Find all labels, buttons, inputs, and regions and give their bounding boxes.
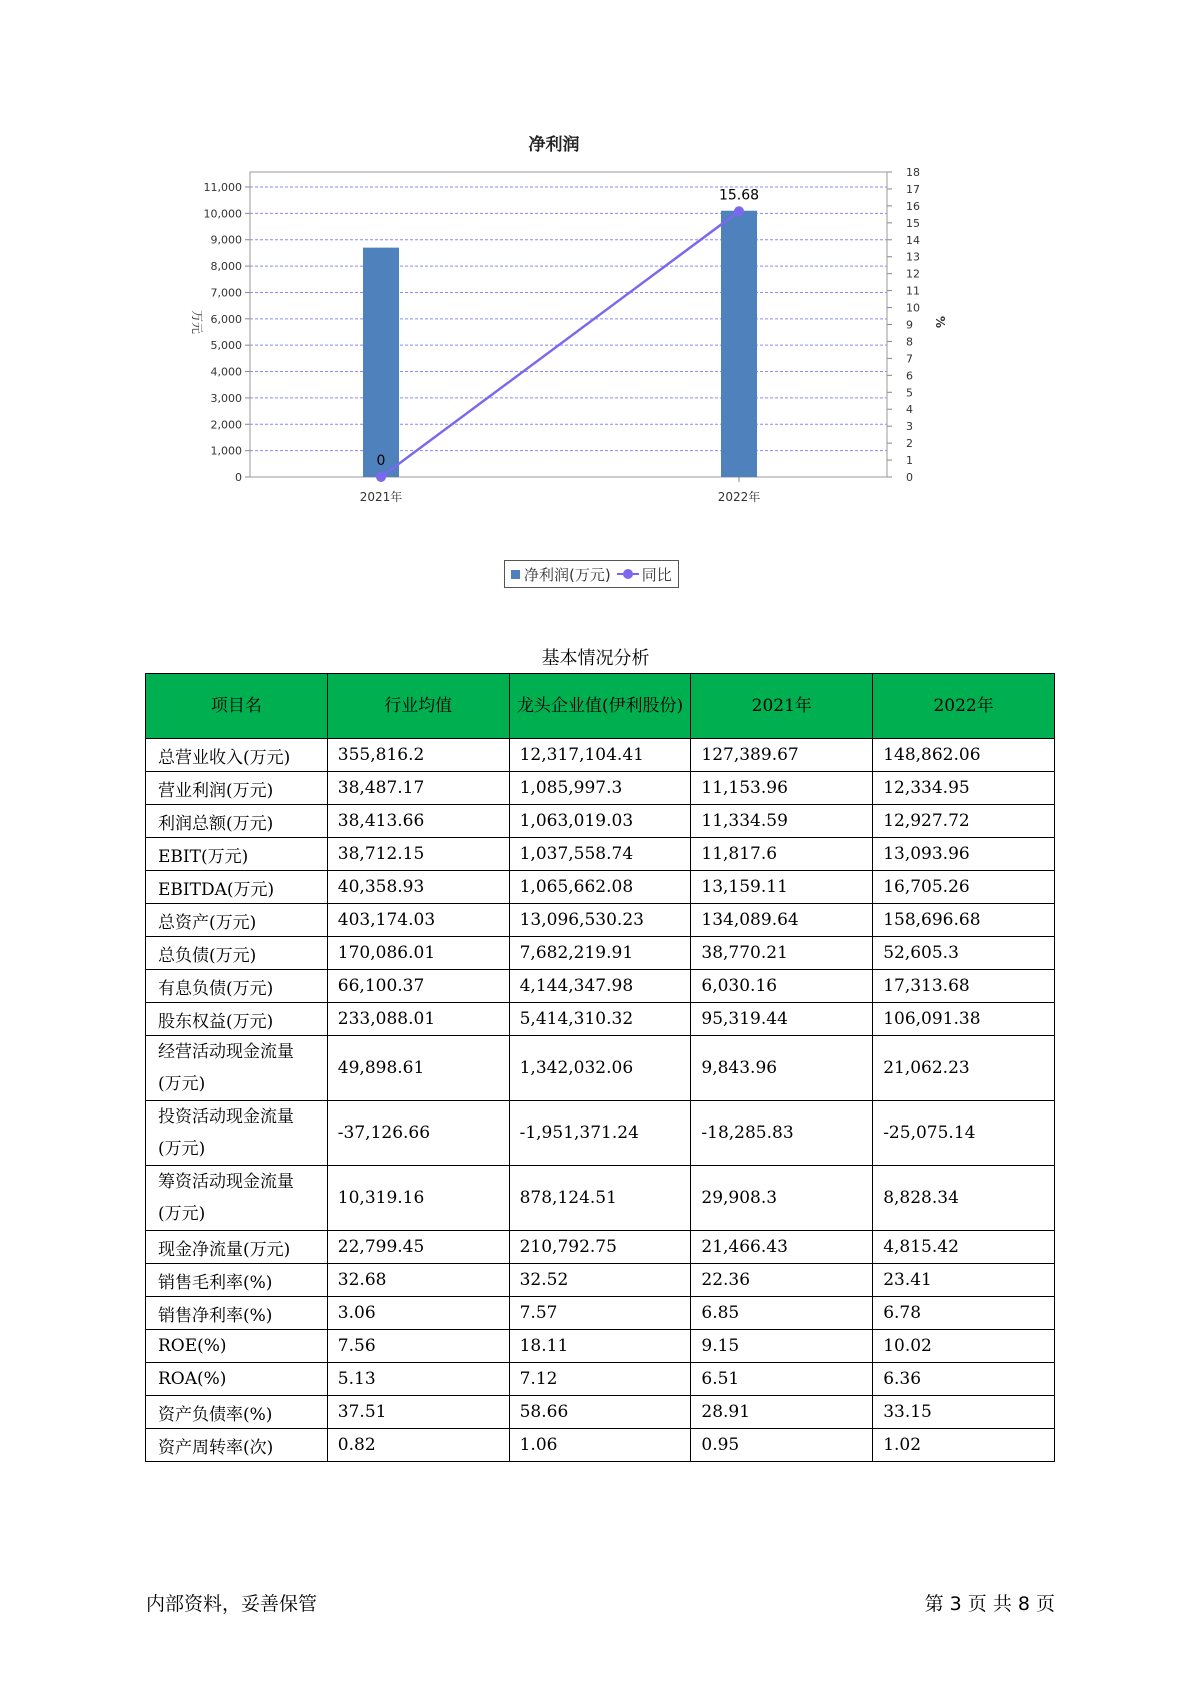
row-cell: 6.51 — [691, 1363, 873, 1396]
row-cell: 4,815.42 — [873, 1231, 1055, 1264]
row-cell: 7.12 — [509, 1363, 691, 1396]
y2-tick-label: 3 — [906, 420, 913, 434]
plot-frame — [250, 172, 887, 477]
y2-tick-label: 0 — [906, 471, 913, 484]
yoy-point — [376, 472, 386, 482]
row-cell: 127,389.67 — [691, 739, 873, 772]
row-label: 销售毛利率(%) — [146, 1264, 328, 1297]
header-industry-avg: 行业均值 — [327, 674, 509, 739]
row-cell: 9.15 — [691, 1330, 873, 1363]
row-cell: 6,030.16 — [691, 970, 873, 1003]
row-label: 利润总额(万元) — [146, 805, 328, 838]
y2-tick-label: 1 — [906, 454, 913, 468]
row-cell: 1,342,032.06 — [509, 1036, 691, 1101]
row-cell: 23.41 — [873, 1264, 1055, 1297]
legend-bar-swatch — [511, 570, 520, 579]
row-cell: 7.57 — [509, 1297, 691, 1330]
legend-bar-label: 净利润(万元) — [524, 565, 611, 584]
header-item-name: 项目名 — [146, 674, 328, 739]
table-row — [146, 1330, 1055, 1363]
y2-tick-label: 10 — [906, 301, 920, 315]
row-cell: 1,063,019.03 — [509, 805, 691, 838]
table-row — [146, 1264, 1055, 1297]
row-cell: 13,093.96 — [873, 838, 1055, 871]
y2-tick-label: 17 — [906, 182, 920, 196]
y-tick-label: 7,000 — [210, 286, 242, 300]
y2-tick-label: 18 — [906, 166, 920, 179]
y2-tick-label: 11 — [906, 284, 920, 298]
row-cell: 134,089.64 — [691, 904, 873, 937]
row-cell: 40,358.93 — [327, 871, 509, 904]
row-label: 营业利润(万元) — [146, 772, 328, 805]
footer-confidential: 内部资料，妥善保管 — [146, 1593, 318, 1615]
y2-tick-label: 6 — [906, 369, 913, 383]
yoy-point — [734, 206, 744, 216]
table-row — [146, 1297, 1055, 1330]
bar — [363, 248, 399, 477]
row-cell: 22.36 — [691, 1264, 873, 1297]
yoy-data-label: 0 — [376, 453, 386, 469]
y2-axis-label: % — [933, 315, 947, 329]
y-tick-label: 6,000 — [210, 312, 242, 326]
table-row — [146, 1036, 1055, 1101]
row-cell: 9,843.96 — [691, 1036, 873, 1101]
row-cell: 0.82 — [327, 1429, 509, 1462]
row-cell: 21,062.23 — [873, 1036, 1055, 1101]
row-cell: 1.02 — [873, 1429, 1055, 1462]
row-cell: 32.52 — [509, 1264, 691, 1297]
row-cell: 1,065,662.08 — [509, 871, 691, 904]
y-tick-label: 3,000 — [210, 391, 242, 405]
table-row — [146, 1166, 1055, 1231]
row-label: 销售净利率(%) — [146, 1297, 328, 1330]
table-caption: 基本情况分析 — [541, 648, 650, 669]
row-label: EBITDA(万元) — [146, 871, 328, 904]
y-tick-label: 11,000 — [203, 181, 242, 194]
row-cell: 106,091.38 — [873, 1003, 1055, 1036]
y2-tick-label: 8 — [906, 335, 913, 349]
y-tick-label: 9,000 — [210, 233, 242, 247]
row-cell: 38,712.15 — [327, 838, 509, 871]
row-cell: 233,088.01 — [327, 1003, 509, 1036]
row-cell: 66,100.37 — [327, 970, 509, 1003]
row-cell: 13,096,530.23 — [509, 904, 691, 937]
row-cell: 58.66 — [509, 1396, 691, 1429]
row-cell: 1.06 — [509, 1429, 691, 1462]
row-cell: 4,144,347.98 — [509, 970, 691, 1003]
row-cell: 37.51 — [327, 1396, 509, 1429]
row-cell: 7.56 — [327, 1330, 509, 1363]
table-row — [146, 1003, 1055, 1036]
row-label: EBIT(万元) — [146, 838, 328, 871]
table-row — [146, 904, 1055, 937]
y2-tick-label: 9 — [906, 318, 913, 332]
row-cell: 210,792.75 — [509, 1231, 691, 1264]
row-cell: 1,085,997.3 — [509, 772, 691, 805]
row-cell: 11,334.59 — [691, 805, 873, 838]
table-row — [146, 970, 1055, 1003]
row-cell: 38,770.21 — [691, 937, 873, 970]
row-cell: 11,817.6 — [691, 838, 873, 871]
table-row — [146, 1396, 1055, 1429]
row-cell: -25,075.14 — [873, 1101, 1055, 1166]
row-label: 资产负债率(%) — [146, 1396, 328, 1429]
row-cell: 22,799.45 — [327, 1231, 509, 1264]
y-tick-label: 2,000 — [210, 418, 242, 432]
row-cell: 5,414,310.32 — [509, 1003, 691, 1036]
y2-tick-label: 15 — [906, 216, 920, 230]
table-row — [146, 739, 1055, 772]
header-2022: 2022年 — [873, 674, 1055, 739]
table-row — [146, 805, 1055, 838]
row-cell: 18.11 — [509, 1330, 691, 1363]
row-cell: 5.13 — [327, 1363, 509, 1396]
table-row — [146, 1101, 1055, 1166]
row-cell: 12,317,104.41 — [509, 739, 691, 772]
legend-line-swatch — [617, 569, 639, 579]
row-cell: 6.36 — [873, 1363, 1055, 1396]
x-tick-label: 2022年 — [717, 490, 761, 504]
net-profit-chart — [180, 130, 1040, 600]
bar — [721, 211, 757, 477]
header-leader-value: 龙头企业值(伊利股份) — [509, 674, 691, 739]
y-axis-label: 万元 — [190, 309, 204, 335]
legend-line-label: 同比 — [641, 565, 672, 584]
y-tick-label: 1,000 — [210, 444, 242, 458]
row-cell: -37,126.66 — [327, 1101, 509, 1166]
table-row — [146, 1429, 1055, 1462]
y2-tick-label: 7 — [906, 352, 913, 366]
row-cell: 0.95 — [691, 1429, 873, 1462]
row-label: 筹资活动现金流量(万元) — [146, 1166, 328, 1231]
y-tick-label: 0 — [235, 471, 242, 484]
row-cell: 403,174.03 — [327, 904, 509, 937]
row-label: 股东权益(万元) — [146, 1003, 328, 1036]
row-cell: 11,153.96 — [691, 772, 873, 805]
row-label: 总营业收入(万元) — [146, 739, 328, 772]
y2-tick-label: 16 — [906, 199, 920, 213]
row-cell: 12,334.95 — [873, 772, 1055, 805]
row-label: 资产周转率(次) — [146, 1429, 328, 1462]
row-cell: 3.06 — [327, 1297, 509, 1330]
row-cell: 148,862.06 — [873, 739, 1055, 772]
y2-tick-label: 5 — [906, 386, 913, 400]
row-cell: 355,816.2 — [327, 739, 509, 772]
row-cell: 10.02 — [873, 1330, 1055, 1363]
table-row — [146, 871, 1055, 904]
row-cell: -1,951,371.24 — [509, 1101, 691, 1166]
row-cell: 38,487.17 — [327, 772, 509, 805]
row-cell: 21,466.43 — [691, 1231, 873, 1264]
table-row — [146, 772, 1055, 805]
header-2021: 2021年 — [691, 674, 873, 739]
row-cell: 170,086.01 — [327, 937, 509, 970]
row-label: ROE(%) — [146, 1330, 328, 1363]
row-cell: 49,898.61 — [327, 1036, 509, 1101]
table-header-row — [146, 674, 1055, 739]
table-row — [146, 1363, 1055, 1396]
row-cell: 16,705.26 — [873, 871, 1055, 904]
row-label: 总负债(万元) — [146, 937, 328, 970]
y-tick-label: 4,000 — [210, 365, 242, 379]
row-cell: 52,605.3 — [873, 937, 1055, 970]
analysis-table — [145, 673, 1055, 1462]
page-number: 第 3 页 共 8 页 — [924, 1593, 1055, 1615]
row-cell: 6.85 — [691, 1297, 873, 1330]
row-cell: 12,927.72 — [873, 805, 1055, 838]
row-cell: 10,319.16 — [327, 1166, 509, 1231]
y2-tick-label: 4 — [906, 403, 913, 417]
row-label: 有息负债(万元) — [146, 970, 328, 1003]
row-cell: 32.68 — [327, 1264, 509, 1297]
y-tick-label: 5,000 — [210, 339, 242, 353]
row-label: 经营活动现金流量(万元) — [146, 1036, 328, 1101]
row-cell: 38,413.66 — [327, 805, 509, 838]
row-cell: 6.78 — [873, 1297, 1055, 1330]
x-tick-label: 2021年 — [359, 490, 403, 504]
chart-title: 净利润 — [528, 135, 580, 155]
table-body — [146, 739, 1055, 1462]
table-row — [146, 937, 1055, 970]
row-cell: 29,908.3 — [691, 1166, 873, 1231]
row-cell: 158,696.68 — [873, 904, 1055, 937]
row-label: 总资产(万元) — [146, 904, 328, 937]
row-cell: 7,682,219.91 — [509, 937, 691, 970]
row-label: 投资活动现金流量(万元) — [146, 1101, 328, 1166]
y2-tick-label: 13 — [906, 250, 920, 264]
y2-tick-label: 12 — [906, 267, 920, 281]
row-cell: 33.15 — [873, 1396, 1055, 1429]
row-label: 现金净流量(万元) — [146, 1231, 328, 1264]
table-row — [146, 1231, 1055, 1264]
row-cell: 13,159.11 — [691, 871, 873, 904]
chart-legend — [504, 560, 679, 588]
row-cell: 28.91 — [691, 1396, 873, 1429]
y2-tick-label: 2 — [906, 437, 913, 451]
yoy-data-label: 15.68 — [718, 187, 760, 204]
row-cell: 8,828.34 — [873, 1166, 1055, 1231]
row-cell: 95,319.44 — [691, 1003, 873, 1036]
row-cell: 878,124.51 — [509, 1166, 691, 1231]
y-tick-label: 10,000 — [203, 207, 242, 221]
yoy-line — [381, 211, 739, 477]
row-cell: -18,285.83 — [691, 1101, 873, 1166]
row-cell: 17,313.68 — [873, 970, 1055, 1003]
y-tick-label: 8,000 — [210, 260, 242, 274]
table-row — [146, 838, 1055, 871]
row-label: ROA(%) — [146, 1363, 328, 1396]
y2-tick-label: 14 — [906, 233, 920, 247]
row-cell: 1,037,558.74 — [509, 838, 691, 871]
